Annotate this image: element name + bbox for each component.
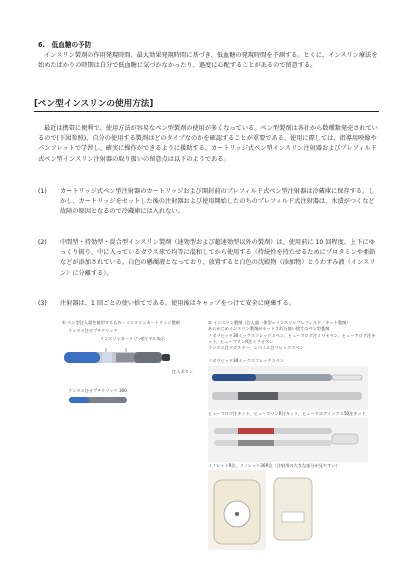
figure-left-label-window: インスリンカートリッジ — [100, 336, 146, 341]
figure-left-caption: ① ペン型注入器を使用するもの・インスリンカートリッジ製剤 — [62, 320, 180, 325]
list-text: 注射器は、1 回ごとの使い捨てである。使用後はキャップをつけて安全に廃棄する。 — [60, 300, 295, 307]
figure-left-label-top: ランタス注オプチクリック — [68, 328, 118, 333]
innolet-device-photo — [208, 470, 266, 550]
list-text: カートリッジ式ペン型注射器のカートリッジおよび開封前のプレフィルド式ペン型注射器は冷蔵庫に保存する。しかし、カートリッジをセットした後の注射器および使用開始したのちのプレフィルド式注射器は、氷漬がつくなど故障の原因となるので冷蔵庫には入れない。 — [60, 188, 375, 216]
lead-paragraph: 最近は携帯に便利で、使用方法が容易なペン型製剤の使用が多くなっている。ペン型製剤は各社から数種類発売されているので(下図参照)、自分の使用する製剤はどのタイプなのかを確認することが重要である。使用に際しては、指導用映像やパンフレットで学習し、確実に操作ができるように援助する。カートリッジ式ペン型インスリン注射器およびプレフィルド式ペン型インスリン注射器の取り扱いの留意点は以下のようである。 — [38, 125, 378, 163]
list-number: (2) — [38, 239, 47, 246]
figure-right-caption2: あらかじめインスリン製剤がセットされた使い捨てのペン型製剤 — [208, 326, 330, 331]
list-text: 中間型・持効型・混合型インスリン製剤（速効型および超速効型以外の製剤）は、使用前に 10 回程度、上下にゆっくり振り、中に入っているガラス球で均等に混和してから使用する（持続性を持たせるためにプロタミンや亜鉛などが添加されている。白色の懸濁液となっており、放置すると白色の沈殿物（添加物）とうわずみ液（インスリン）に分離する）。 — [60, 239, 376, 277]
innolet-device-photo-2 — [270, 476, 316, 542]
figure-left-label-button: 注入ボタン — [172, 369, 193, 374]
figure-right-list2: ランタス注ソロスター、レベミル注フレックスペン — [208, 345, 304, 350]
figure-left-label-bottom: ランタス注オプチクリック 300 — [68, 388, 127, 393]
prefilled-pen-photo-a — [208, 366, 368, 410]
section-title: [ペン型インスリンの使用方法] — [34, 97, 379, 112]
list-number: (1) — [38, 188, 47, 195]
figure-right-label-a: ノボラピッド30ミックスフレックスペン — [208, 358, 284, 363]
section-intro: インスリン製剤の作用発現時間、最大効果発現時間に基づき、低血糖の発現時間を予測する。とくに、インスリン療法を始めたばかりの時期は自分で低血糖に気づかなかったり、過度に心配することがあるので留意する。 — [38, 52, 378, 70]
prefilled-pen-photo-b — [208, 418, 368, 462]
insulin-pen-illustration — [62, 340, 172, 372]
figure-left-label-dial: ダイヤル表示 — [140, 336, 165, 341]
figure-right-caption: ② インスリン製剤（注入器一体型＝インスリンプレフィルド／キット製剤） — [208, 320, 351, 325]
insulin-pen-small-illustration — [68, 393, 130, 407]
figure-right-label-c: イノレットR注、イノレット30R注（注射用の大きな部分が見やすい） — [208, 463, 340, 468]
figure-right-list1: ノボラピッド30ミックスフレックスペン、ヒューマログ注ミリオペン、ヒューマログ注キット、ヒューマリンR注ミリオペン — [208, 333, 376, 344]
list-number: (3) — [38, 300, 47, 307]
figure-right-label-b: ヒューマログ注キット、ヒューマリンR注キット、ヒューマログミックス50注キット — [208, 411, 366, 416]
section-heading: 6. 低血糖の予防 — [38, 41, 92, 49]
